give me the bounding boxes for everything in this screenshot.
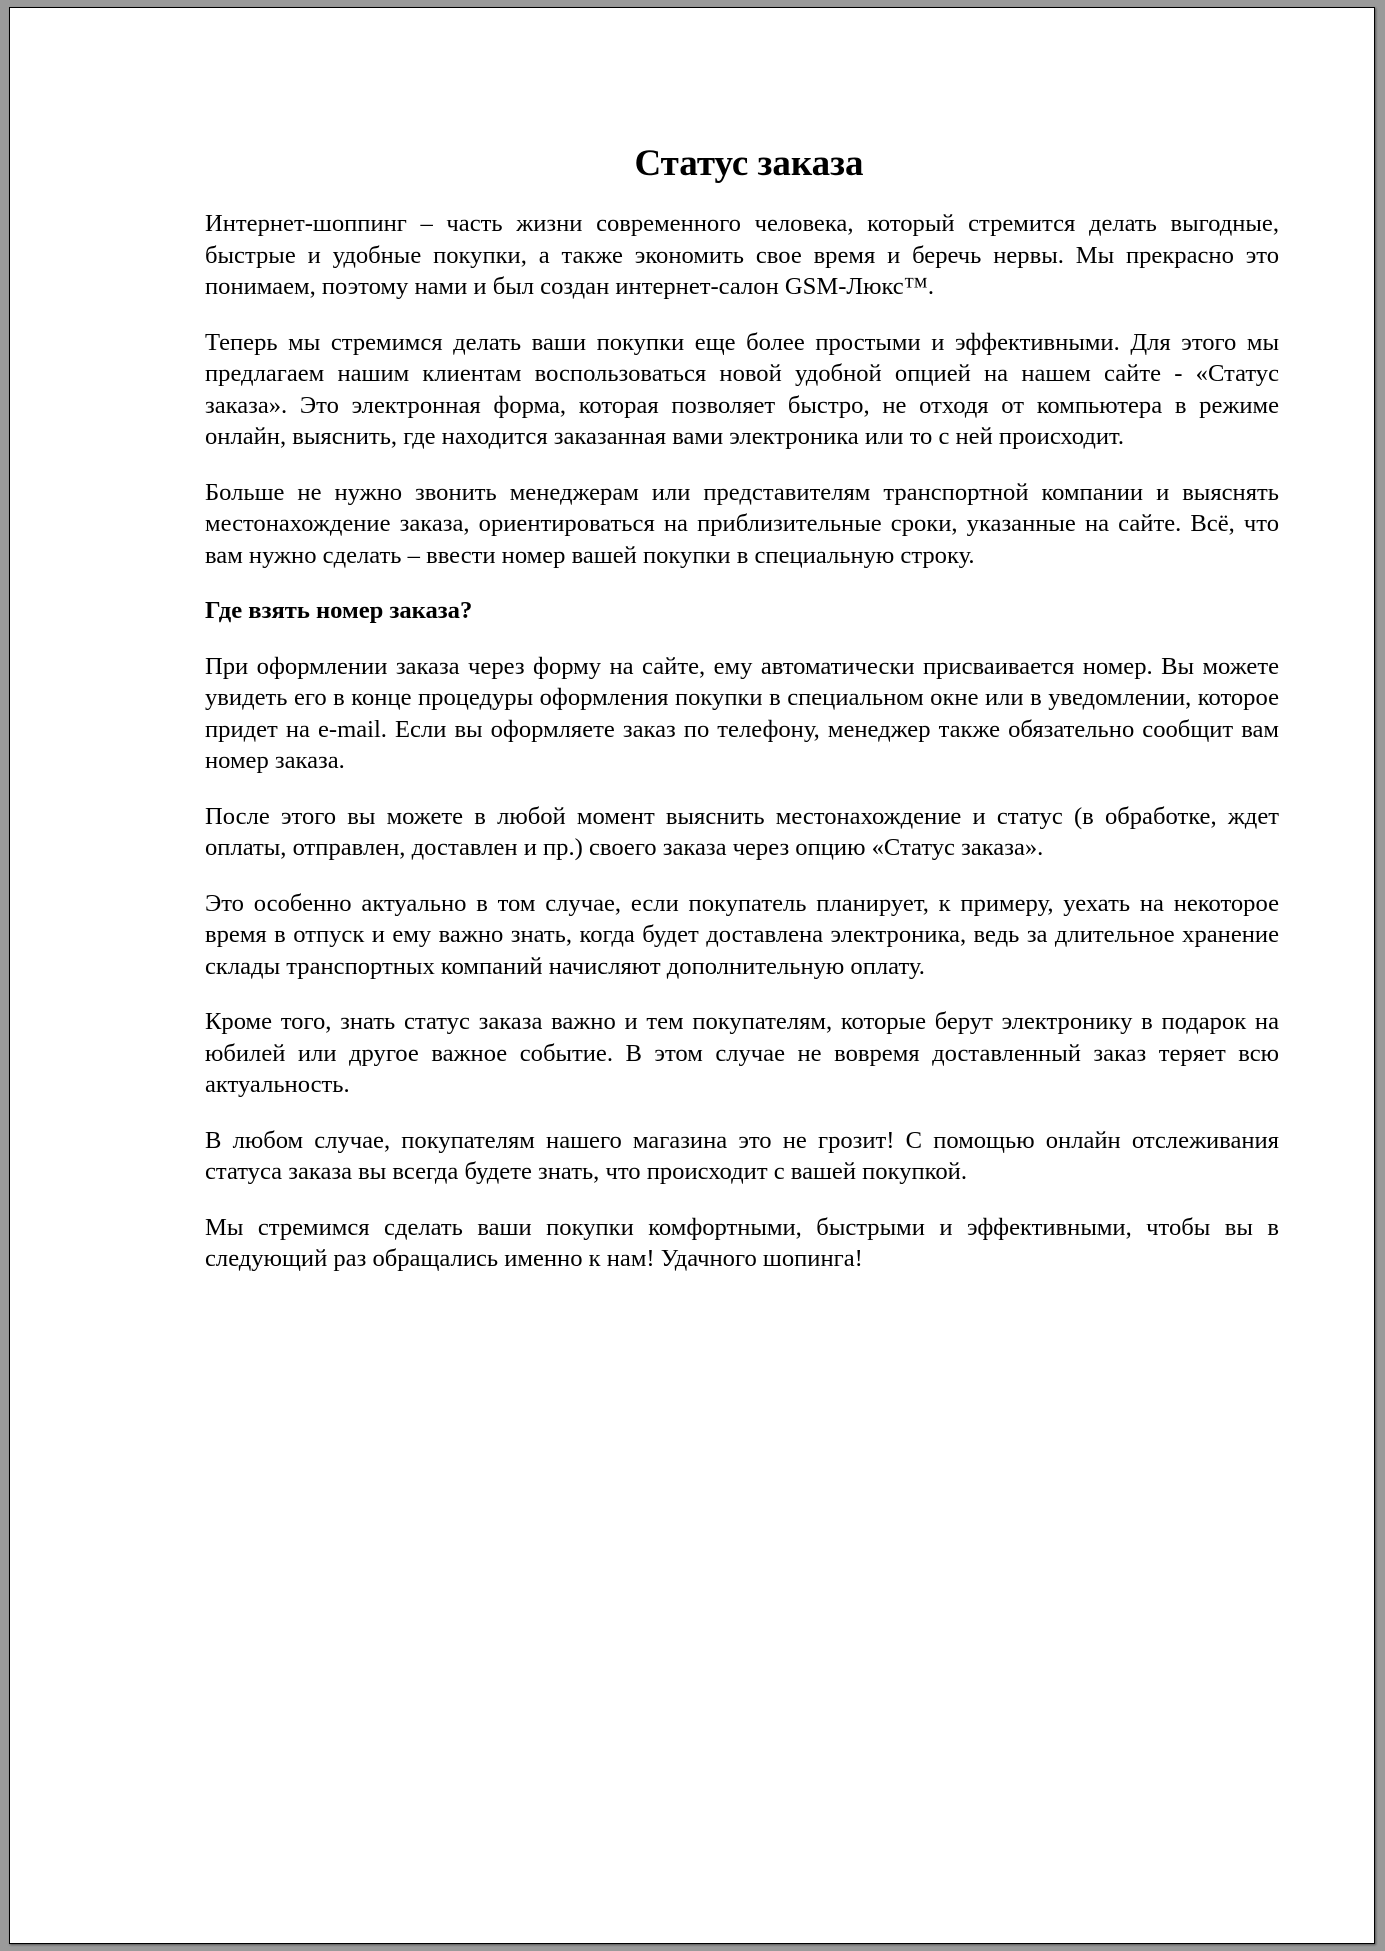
document-content: [205, 144, 1279, 1299]
paragraph: Это особенно актуально в том случае, если покупатель планирует, к примеру, уехать на некоторое время в отпуск и ему важно знать, когда будет доставлена электроника, ведь за длительное хранение склады транспортных компаний начисляют дополнительную оплату.: [205, 889, 1279, 980]
paragraph: В любом случае, покупателям нашего магазина это не грозит! С помощью онлайн отслеживания статуса заказа вы всегда будете знать, что происходит с вашей покупкой.: [205, 1126, 1279, 1185]
paragraph: После этого вы можете в любой момент выяснить местонахождение и статус (в обработке, ждет оплаты, отправлен, доставлен и пр.) своего заказа через опцию «Статус заказа».: [205, 802, 1279, 861]
paragraph: При оформлении заказа через форму на сайте, ему автоматически присваивается номер. Вы можете увидеть его в конце процедуры оформления покупки в специальном окне или в уведомлении, которое придет на e-mail. Если вы оформляете заказ по телефону, менеджер также обязательно сообщит вам номер заказа.: [205, 652, 1279, 774]
paragraph: Интернет-шоппинг – часть жизни современного человека, который стремится делать выгодные, быстрые и удобные покупки, а также экономить свое время и беречь нервы. Мы прекрасно это понимаем, поэтому нами и был создан интернет-салон GSM-Люкс™.: [205, 210, 1279, 300]
paragraph: Теперь мы стремимся делать ваши покупки еще более простыми и эффективными. Для этого мы предлагаем нашим клиентам воспользоваться новой удобной опцией на нашем сайте - «Статус заказа». Это электронная форма, которая позволяет быстро, не отходя от компьютера в режиме онлайн, выяснить, где находится заказанная вами электроника или то с ней происходит.: [205, 328, 1279, 450]
section-heading: Где взять номер заказа?: [205, 597, 473, 624]
paragraph: Мы стремимся сделать ваши покупки комфортными, быстрыми и эффективными, чтобы вы в следующий раз обращались именно к нам! Удачного шопинга!: [205, 1213, 1279, 1272]
page-title: Статус заказа: [634, 143, 864, 184]
paragraph: Больше не нужно звонить менеджерам или представителям транспортной компании и выяснять местонахождение заказа, ориентироваться на приблизительные сроки, указанные на сайте. Всё, что вам нужно сделать – ввести номер вашей покупки в специальную строку.: [205, 478, 1279, 569]
paragraph: Кроме того, знать статус заказа важно и тем покупателям, которые берут электронику в подарок на юбилей или другое важное событие. В этом случае не вовремя доставленный заказ теряет всю актуальность.: [205, 1008, 1279, 1098]
document-page: [9, 7, 1375, 1944]
